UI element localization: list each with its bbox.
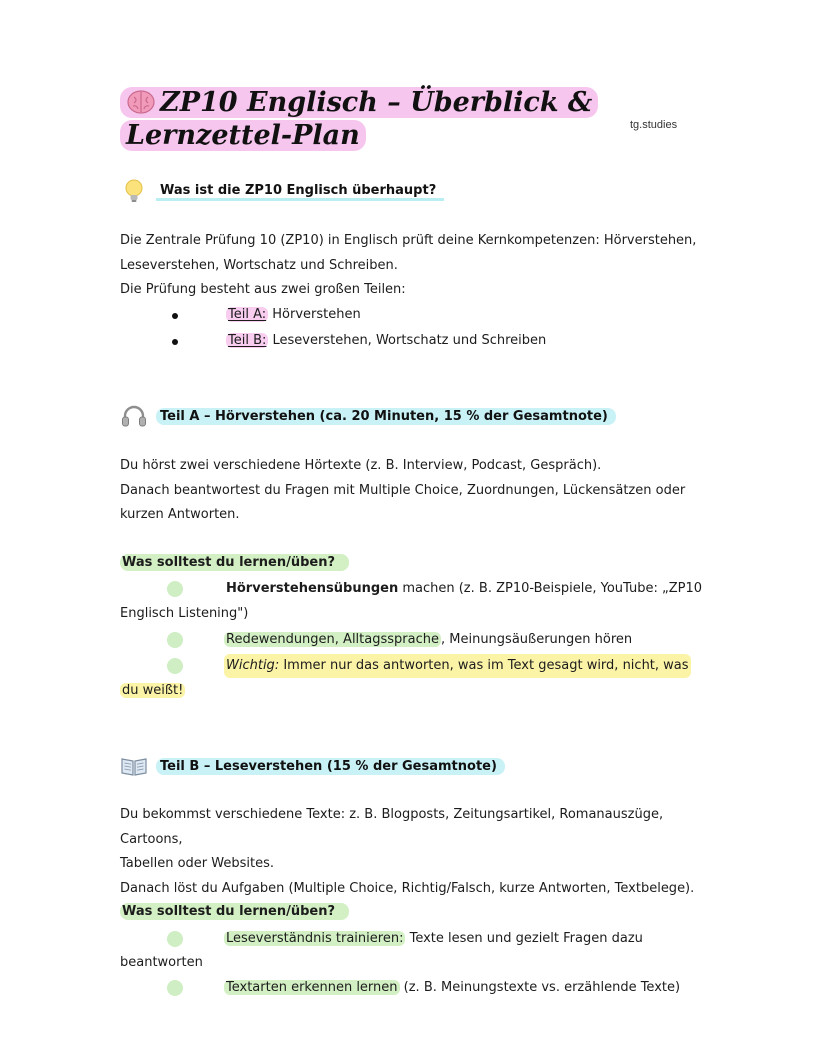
teil-b-line: Tabellen oder Websites. bbox=[120, 856, 275, 871]
intro-heading bbox=[120, 178, 444, 204]
teil-b-paragraph bbox=[120, 803, 720, 901]
list-item-text: machen (z. B. ZP10-Beispiele, YouTube: „ZP10 bbox=[398, 581, 703, 596]
teil-a-line: kurzen Antworten. bbox=[120, 507, 240, 522]
headphones-icon bbox=[120, 403, 148, 429]
list-item-highlight bbox=[224, 654, 691, 678]
title-text: ZP10 Englisch – Überblick & Lernzettel-Plan bbox=[126, 87, 593, 151]
part-label: Teil B: bbox=[228, 333, 267, 348]
teil-a-subheading: Was solltest du lernen/üben? bbox=[120, 554, 349, 571]
teil-b-heading bbox=[120, 753, 505, 779]
teil-a-heading bbox=[120, 403, 616, 429]
list-item-text: Texte lesen und gezielt Fragen dazu bbox=[405, 931, 643, 946]
list-item-highlight: Redewendungen, Alltagssprache bbox=[226, 632, 439, 647]
brain-icon bbox=[126, 89, 156, 115]
teil-a-line: Danach beantwortest du Fragen mit Multiple Choice, Zuordnungen, Lückensätzen oder bbox=[120, 482, 686, 498]
intro-heading-text: Was ist die ZP10 Englisch überhaupt? bbox=[156, 182, 444, 201]
page-title bbox=[120, 86, 700, 152]
bullet-dot bbox=[172, 313, 178, 319]
list-item-text: Leseverstehen, Wortschatz und Schreiben bbox=[268, 333, 547, 348]
author-credit: tg.studies bbox=[630, 119, 678, 131]
teil-b-subheading: Was solltest du lernen/üben? bbox=[120, 903, 349, 920]
list-item-continuation: beantworten bbox=[120, 955, 203, 970]
list-item-text: (z. B. Meinungstexte vs. erzählende Texte) bbox=[399, 980, 681, 995]
list-item-continuation: Englisch Listening") bbox=[120, 606, 249, 621]
bullet-dot bbox=[172, 339, 178, 345]
lightbulb-icon bbox=[120, 178, 148, 204]
bullet-dot bbox=[172, 586, 178, 592]
list-item-continuation-wrap bbox=[120, 679, 720, 703]
teil-a-paragraph bbox=[120, 454, 720, 528]
teil-b-heading-text: Teil B – Leseverstehen (15 % der Gesamtnote) bbox=[156, 758, 505, 775]
bullet-dot bbox=[172, 985, 178, 991]
list-item-highlight: Textarten erkennen lernen bbox=[226, 980, 398, 995]
list-item-text: Immer nur das antworten, was im Text gesagt wird, nicht, was bbox=[279, 658, 689, 673]
list-item-continuation: du weißt! bbox=[122, 683, 184, 698]
list-item-text: Hörverstehen bbox=[268, 307, 361, 322]
intro-paragraph bbox=[120, 229, 720, 303]
teil-a-line: Du hörst zwei verschiedene Hörtexte (z. B. Interview, Podcast, Gespräch). bbox=[120, 458, 602, 473]
teil-a-heading-text: Teil A – Hörverstehen (ca. 20 Minuten, 15 % der Gesamtnote) bbox=[156, 408, 616, 425]
teil-b-line: Danach löst du Aufgaben (Multiple Choice, Richtig/Falsch, kurze Antworten, Textbelege). bbox=[120, 880, 695, 896]
list-item-highlight: Leseverständnis trainieren: bbox=[226, 931, 404, 946]
teil-b-line: Du bekommst verschiedene Texte: z. B. Blogposts, Zeitungsartikel, Romanauszüge, Cartoons, bbox=[120, 807, 664, 847]
bullet-dot bbox=[172, 936, 178, 942]
bullet-dot bbox=[172, 663, 178, 669]
part-label: Teil A: bbox=[228, 307, 267, 322]
intro-line: Leseverstehen, Wortschatz und Schreiben. bbox=[120, 257, 398, 273]
title-highlight bbox=[120, 87, 598, 151]
list-item-emphasis: Wichtig: bbox=[226, 658, 280, 673]
list-item-strong: Hörverstehensübungen bbox=[226, 581, 399, 596]
intro-line: Die Prüfung besteht aus zwei großen Teilen: bbox=[120, 282, 406, 297]
open-book-icon bbox=[120, 753, 148, 779]
list-item-text: , Meinungsäußerungen hören bbox=[440, 632, 633, 647]
intro-line: Die Zentrale Prüfung 10 (ZP10) in Englisch prüft deine Kernkompetenzen: Hörverstehen, bbox=[120, 233, 697, 248]
bullet-dot bbox=[172, 637, 178, 643]
